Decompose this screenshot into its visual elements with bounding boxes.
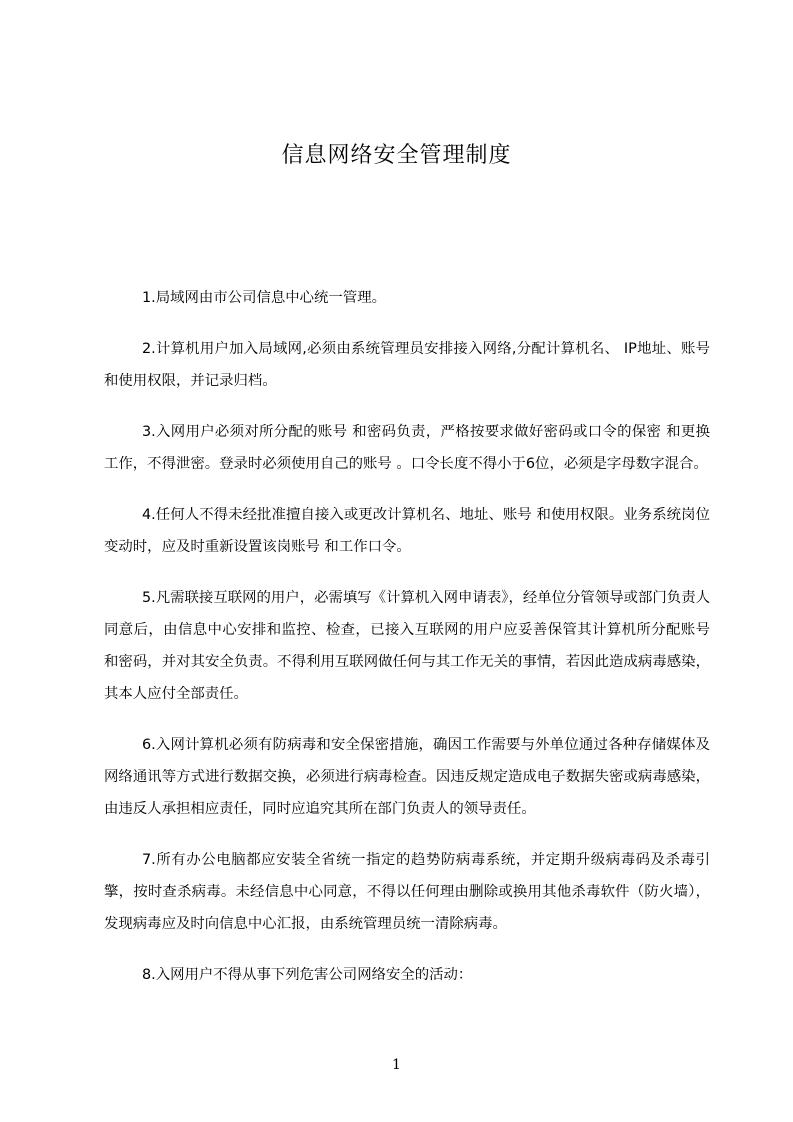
paragraph-4: 4.任何人不得未经批准擅自接入或更改计算机名、地址、账号 和使用权限。业务系统岗位变动时，应及时重新设置该岗账号 和工作口令。 <box>104 507 710 555</box>
paragraph-6: 6.入网计算机必须有防病毒和安全保密措施，确因工作需要与外单位通过各种存储媒体及网络通讯等方式进行数据交换，必须进行病毒检查。因违反规定造成电子数据失密或病毒感染，由违反人承担相应责任，同时应追究其所在部门负责人的领导责任。 <box>104 737 710 817</box>
paragraph-7: 7.所有办公电脑都应安装全省统一指定的趋势防病毒系统，并定期升级病毒码及杀毒引擎，按时查杀病毒。未经信息中心同意，不得以任何理由删除或换用其他杀毒软件（防火墙），发现病毒应及时向信息中心汇报，由系统管理员统一清除病毒。 <box>104 852 710 932</box>
paragraph-1: 1.局域网由市公司信息中心统一管理。 <box>142 290 386 306</box>
document-title: 信息网络安全管理制度 <box>281 143 512 168</box>
paragraph-5: 5.凡需联接互联网的用户，必需填写《计算机入网申请表》，经单位分管领导或部门负责人同意后，由信息中心安排和监控、检查，已接入互联网的用户应妥善保管其计算机所分配账号 和密码，并对其安全负责。不得利用互联网做任何与其工作无关的事情，若因此造成病毒感染，其本人应付全部责任。 <box>104 590 710 702</box>
paragraph-8: 8.入网用户不得从事下列危害公司网络安全的活动： <box>142 967 473 983</box>
paragraph-3: 3.入网用户必须对所分配的账号 和密码负责，严格按要求做好密码或口令的保密 和更换工作，不得泄密。登录时必须使用自己的账号 。口令长度不得小于6位，必须是字母数字混合。 <box>104 424 710 472</box>
page-number: 1 <box>392 1057 401 1073</box>
document-body <box>104 282 710 1010</box>
paragraph-2: 2.计算机用户加入局域网,必须由系统管理员安排接入网络,分配计算机名、 IP地址、账号 和使用权限，并记录归档。 <box>104 341 710 389</box>
